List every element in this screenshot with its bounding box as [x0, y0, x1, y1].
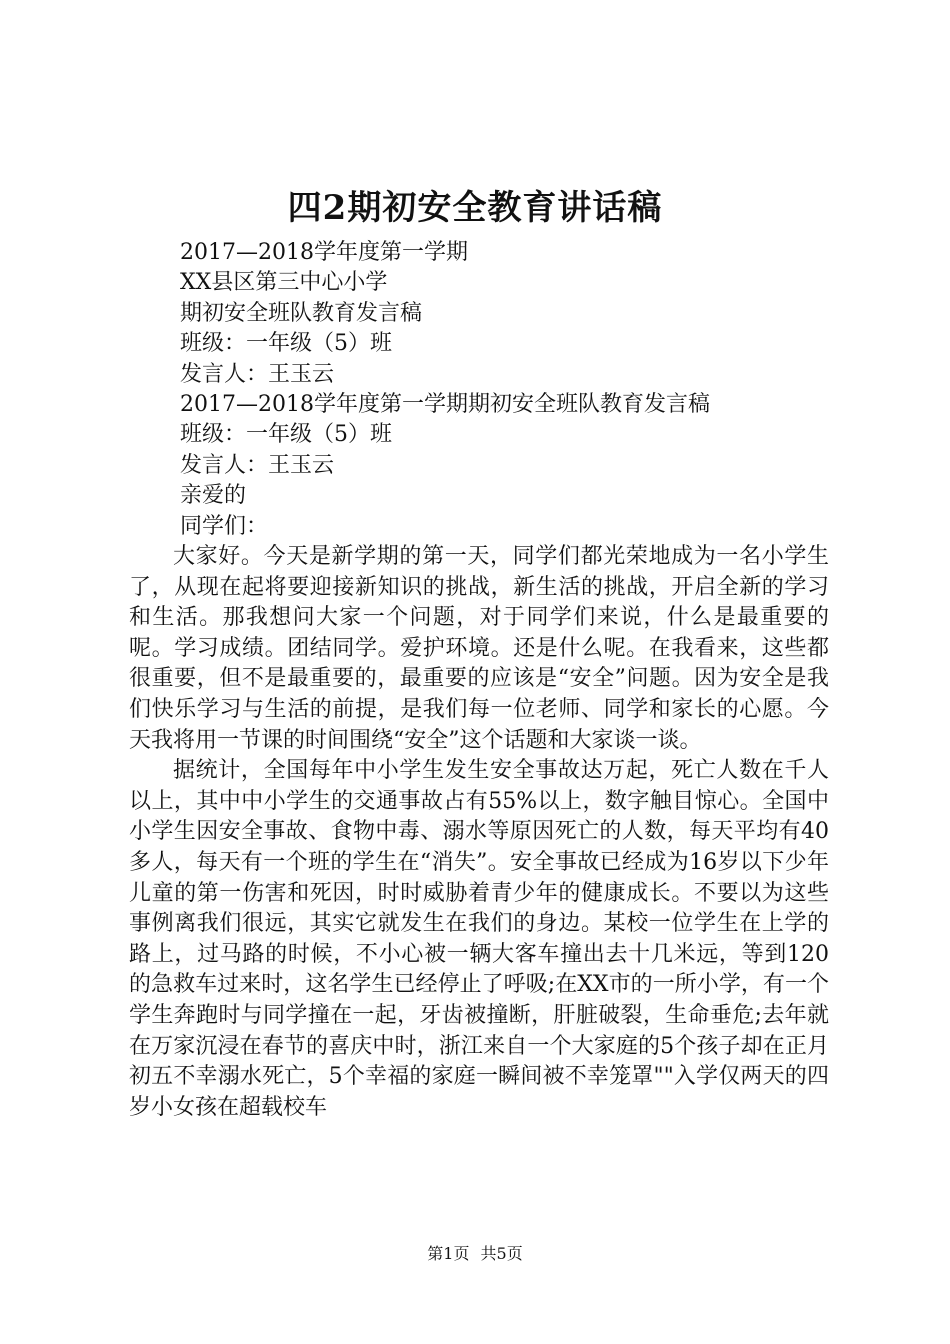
- header-block: [180, 238, 880, 542]
- header-line: 发言人：王玉云: [180, 361, 335, 387]
- header-line: 期初安全班队教育发言稿: [180, 300, 423, 326]
- page-total: 共5页: [480, 1244, 523, 1263]
- header-line: XX县区第三中心小学: [180, 270, 388, 296]
- header-line: 发言人：王玉云: [180, 452, 335, 478]
- header-line: 班级：一年级（5）班: [180, 422, 392, 448]
- body-text: [129, 542, 829, 1123]
- page-number: 第1页: [427, 1244, 470, 1263]
- document-title: 四2期初安全教育讲话稿: [287, 188, 663, 228]
- header-line: 2017—2018学年度第一学期: [180, 240, 468, 265]
- body-paragraph: 据统计，全国每年中小学生发生安全事故达万起，死亡人数在千人以上，其中中小学生的交通事故占有55%以上，数字触目惊心。全国中小学生因安全事故、食物中毒、溺水等原因死亡的人数，每天平均有40多人，每天有一个班的学生在“消失”。安全事故已经成为16岁以下少年儿童的第一伤害和死因，时时威胁着青少年的健康成长。不要以为这些事例离我们很远，其实它就发生在我们的身边。某校一位学生在上学的路上，过马路的时候，不小心被一辆大客车撞出去十几米远，等到120的急救车过来时，这名学生已经停止了呼吸;在XX市的一所小学，有一个学生奔跑时与同学撞在一起，牙齿被撞断，肝脏破裂，生命垂危;去年就在万家沉浸在春节的喜庆中时，浙江来自一个大家庭的5个孩子却在正月初五不幸溺水死亡，5个幸福的家庭一瞬间被不幸笼罩""入学仅两天的四岁小女孩在超载校车: [129, 758, 829, 1120]
- header-line: 亲爱的: [180, 483, 247, 509]
- header-line: 2017—2018学年度第一学期期初安全班队教育发言稿: [180, 391, 710, 417]
- page-footer: [0, 1242, 950, 1266]
- header-line: 同学们：: [180, 513, 269, 539]
- header-line: 班级：一年级（5）班: [180, 331, 392, 357]
- body-paragraph: 大家好。今天是新学期的第一天，同学们都光荣地成为一名小学生了，从现在起将要迎接新知识的挑战，新生活的挑战，开启全新的学习和生活。那我想问大家一个问题，对于同学们来说，什么是最重要的呢。学习成绩。团结同学。爱护环境。还是什么呢。在我看来，这些都很重要，但不是最重要的，最重要的应该是“安全”问题。因为安全是我们快乐学习与生活的前提，是我们每一位老师、同学和家长的心愿。今天我将用一节课的时间围绕“安全”这个话题和大家谈一谈。: [129, 544, 829, 753]
